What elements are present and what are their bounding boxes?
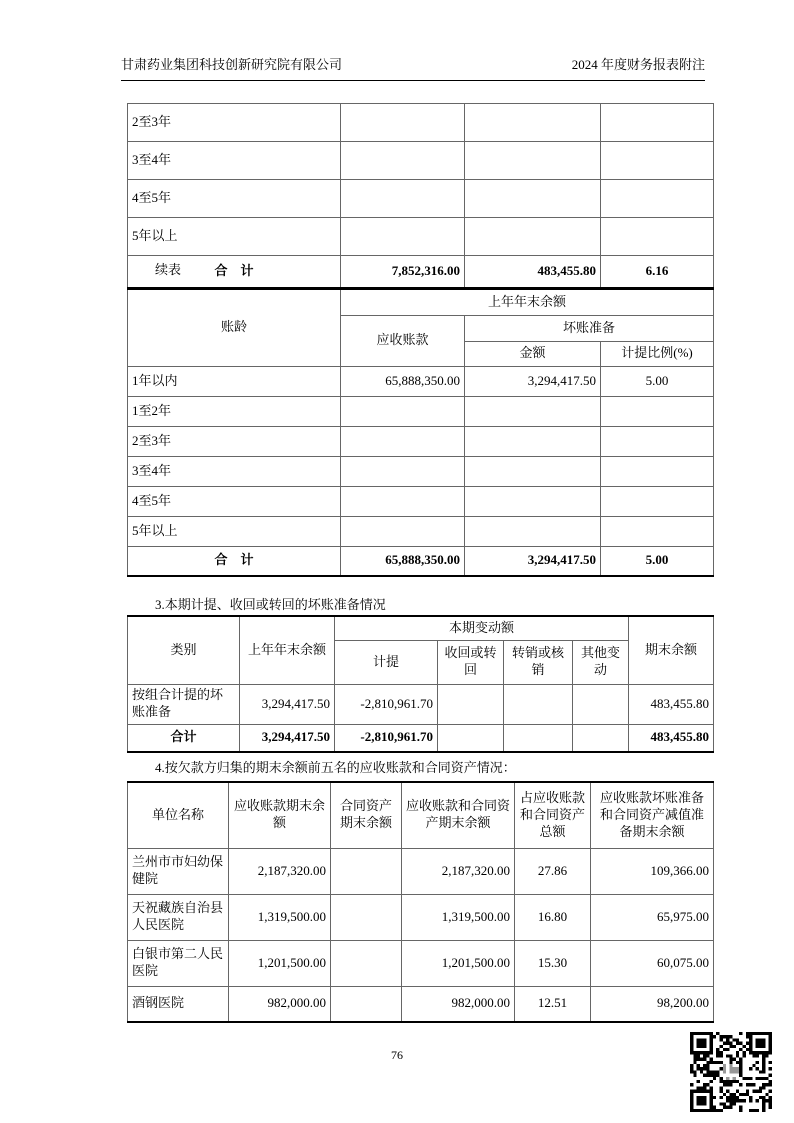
provision-ending-header: 应收账款坏账准备和合同资产减值准备期末余额	[591, 782, 714, 848]
table-row	[128, 366, 714, 396]
provision-total: 483,455.80	[465, 256, 601, 288]
provision-cell: 65,975.00	[591, 894, 714, 940]
amount-header: 金额	[465, 341, 601, 366]
amount-cell: 3,294,417.50	[465, 366, 601, 396]
total-ending-header: 应收账款和合同资产期末余额	[402, 782, 515, 848]
prev-balance-total: 3,294,417.50	[240, 724, 335, 752]
ratio-cell	[601, 218, 714, 256]
table-row	[128, 396, 714, 426]
unit-name-cell: 酒钢医院	[128, 986, 229, 1022]
aging-label: 3至4年	[128, 142, 341, 180]
receivable-cell	[341, 180, 465, 218]
age-header: 账龄	[128, 289, 341, 366]
table-row	[128, 180, 714, 218]
receivable-cell	[341, 456, 465, 486]
table-row	[128, 940, 714, 986]
header-row	[128, 782, 714, 848]
ending-balance-total: 483,455.80	[629, 724, 714, 752]
prev-balance-cell: 3,294,417.50	[240, 684, 335, 724]
provision-cell	[465, 142, 601, 180]
ratio-cell	[601, 456, 714, 486]
aging-table-prior	[127, 288, 714, 577]
table-row	[128, 894, 714, 940]
total-label: 合 计	[128, 256, 341, 288]
ratio-total: 6.16	[601, 256, 714, 288]
recover-header: 收回或转回	[438, 640, 504, 684]
total-row	[128, 256, 714, 288]
ratio-cell	[601, 104, 714, 142]
receivable-cell	[341, 486, 465, 516]
ar-ending-header: 应收账款期末余额	[229, 782, 331, 848]
aging-label: 4至5年	[128, 486, 341, 516]
ar-cell: 2,187,320.00	[229, 848, 331, 894]
table-row	[128, 986, 714, 1022]
total-cell: 982,000.00	[402, 986, 515, 1022]
prev-balance-header: 上年年末余额	[240, 616, 335, 684]
contract-cell	[331, 894, 402, 940]
category-header: 类别	[128, 616, 240, 684]
accrual-total: -2,810,961.70	[335, 724, 438, 752]
ratio-cell	[601, 396, 714, 426]
company-name: 甘肃药业集团科技创新研究院有限公司	[121, 57, 343, 72]
receivable-cell	[341, 142, 465, 180]
total-row	[128, 546, 714, 576]
amount-cell	[465, 456, 601, 486]
amount-cell	[465, 486, 601, 516]
receivable-cell	[341, 426, 465, 456]
total-cell: 1,201,500.00	[402, 940, 515, 986]
pct-cell: 27.86	[515, 848, 591, 894]
top5-debtors-table	[127, 781, 714, 1023]
unit-name-cell: 天祝藏族自治县人民医院	[128, 894, 229, 940]
section3-title: 3.本期计提、收回或转回的坏账准备情况	[155, 597, 386, 612]
aging-table-current-tail	[127, 103, 714, 289]
pct-header: 占应收账款和合同资产总额	[515, 782, 591, 848]
ratio-cell	[601, 180, 714, 218]
report-title: 2024 年度财务报表附注	[571, 57, 705, 72]
ratio-cell	[601, 516, 714, 546]
header-row	[128, 616, 714, 640]
amount-total: 3,294,417.50	[465, 546, 601, 576]
table-row	[128, 104, 714, 142]
receivable-cell	[341, 104, 465, 142]
ratio-cell	[601, 486, 714, 516]
continued-table-label: 续表	[155, 262, 182, 277]
ratio-cell	[601, 426, 714, 456]
provision-cell	[465, 180, 601, 218]
unit-name-cell: 兰州市市妇幼保健院	[128, 848, 229, 894]
unit-name-header: 单位名称	[128, 782, 229, 848]
ar-cell: 1,201,500.00	[229, 940, 331, 986]
aging-label: 1至2年	[128, 396, 341, 426]
receivable-total: 7,852,316.00	[341, 256, 465, 288]
recover-total	[438, 724, 504, 752]
amount-cell	[465, 396, 601, 426]
other-change-header: 其他变动	[573, 640, 629, 684]
table-row	[128, 142, 714, 180]
total-label: 合 计	[128, 546, 341, 576]
writeoff-cell	[504, 684, 573, 724]
receivable-cell	[341, 516, 465, 546]
aging-label: 5年以上	[128, 218, 341, 256]
contract-ending-header: 合同资产期末余额	[331, 782, 402, 848]
unit-name-cell: 白银市第二人民医院	[128, 940, 229, 986]
contract-cell	[331, 986, 402, 1022]
receivable-header: 应收账款	[341, 315, 465, 366]
total-label: 合计	[128, 724, 240, 752]
aging-label: 5年以上	[128, 516, 341, 546]
section4-title: 4.按欠款方归集的期末余额前五名的应收账款和合同资产情况：	[155, 760, 516, 775]
table-row	[128, 218, 714, 256]
other-change-total	[573, 724, 629, 752]
accrual-header: 计提	[335, 640, 438, 684]
total-row	[128, 724, 714, 752]
contract-cell	[331, 848, 402, 894]
qr-code	[690, 1032, 772, 1112]
table-row	[128, 426, 714, 456]
aging-label: 3至4年	[128, 456, 341, 486]
ar-cell: 1,319,500.00	[229, 894, 331, 940]
ending-balance-cell: 483,455.80	[629, 684, 714, 724]
other-change-cell	[573, 684, 629, 724]
writeoff-header: 转销或核销	[504, 640, 573, 684]
receivable-cell	[341, 218, 465, 256]
ratio-cell: 5.00	[601, 366, 714, 396]
provision-cell: 109,366.00	[591, 848, 714, 894]
provision-change-table	[127, 615, 714, 753]
table-row	[128, 486, 714, 516]
pct-cell: 12.51	[515, 986, 591, 1022]
receivable-total: 65,888,350.00	[341, 546, 465, 576]
pct-cell: 15.30	[515, 940, 591, 986]
amount-cell	[465, 516, 601, 546]
writeoff-total	[504, 724, 573, 752]
receivable-cell	[341, 396, 465, 426]
provision-cell	[465, 104, 601, 142]
total-cell: 2,187,320.00	[402, 848, 515, 894]
table-row	[128, 684, 714, 724]
category-cell: 按组合计提的坏账准备	[128, 684, 240, 724]
ratio-total: 5.00	[601, 546, 714, 576]
aging-label: 4至5年	[128, 180, 341, 218]
ar-cell: 982,000.00	[229, 986, 331, 1022]
bad-debt-header: 坏账准备	[465, 315, 714, 341]
prior-year-group-header: 上年年末余额	[341, 289, 714, 315]
aging-label: 2至3年	[128, 426, 341, 456]
aging-label: 2至3年	[128, 104, 341, 142]
page-number: 76	[391, 1048, 403, 1062]
table-row	[128, 848, 714, 894]
ending-balance-header: 期末余额	[629, 616, 714, 684]
contract-cell	[331, 940, 402, 986]
aging-label: 1年以内	[128, 366, 341, 396]
amount-cell	[465, 426, 601, 456]
header-row	[128, 289, 714, 315]
provision-cell: 98,200.00	[591, 986, 714, 1022]
recover-cell	[438, 684, 504, 724]
ratio-header: 计提比例(%)	[601, 341, 714, 366]
pct-cell: 16.80	[515, 894, 591, 940]
provision-cell: 60,075.00	[591, 940, 714, 986]
total-cell: 1,319,500.00	[402, 894, 515, 940]
table-row	[128, 456, 714, 486]
accrual-cell: -2,810,961.70	[335, 684, 438, 724]
page-header	[121, 54, 705, 81]
change-group-header: 本期变动额	[335, 616, 629, 640]
ratio-cell	[601, 142, 714, 180]
provision-cell	[465, 218, 601, 256]
receivable-cell: 65,888,350.00	[341, 366, 465, 396]
table-row	[128, 516, 714, 546]
